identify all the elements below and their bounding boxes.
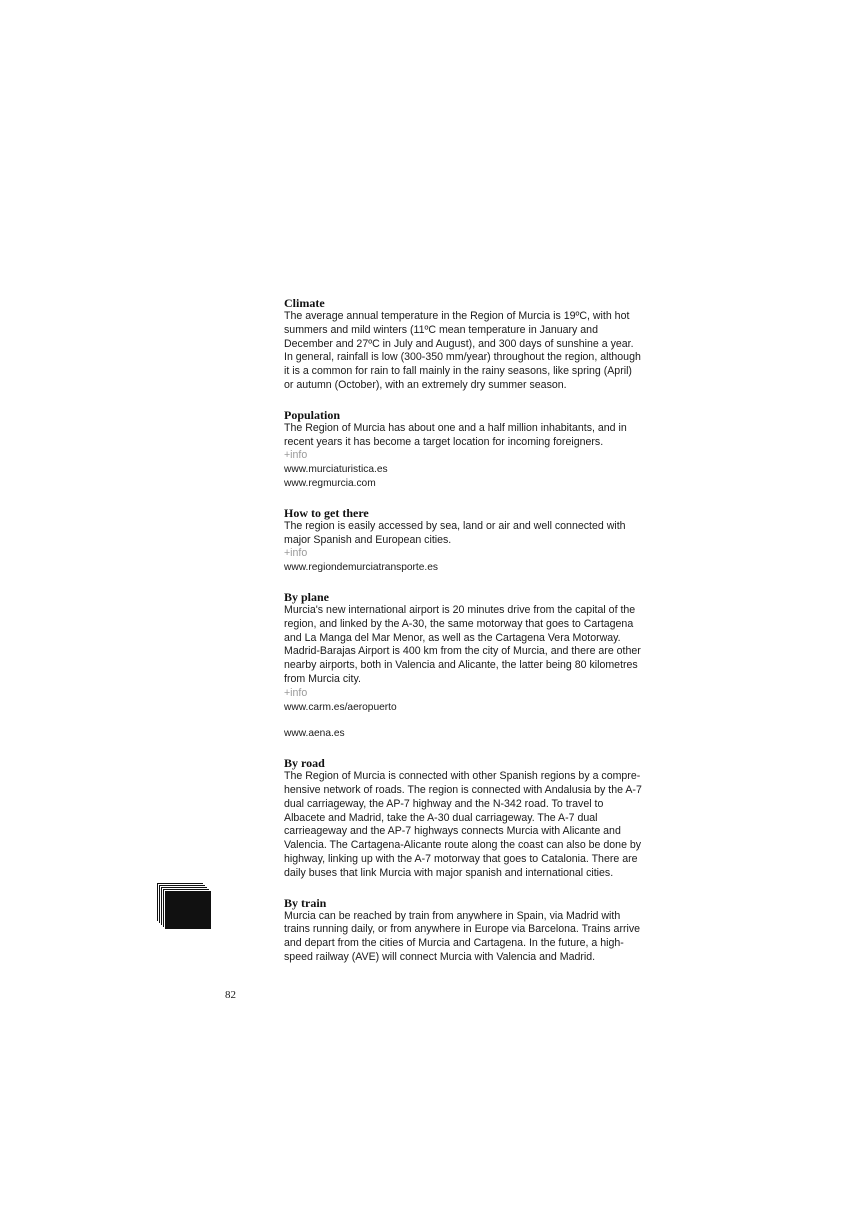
main-content (284, 296, 644, 980)
section-by-train (284, 896, 644, 965)
how-to-get-there-text: The region is easily accessed by sea, land or air and well connected with major Spanish and European cities. (284, 519, 626, 546)
page-number: 82 (225, 989, 236, 1001)
link-regiondemurciatransporte[interactable]: www.regiondemurciatransporte.es (284, 562, 439, 574)
population-heading: Population (284, 407, 341, 422)
by-train-text: Murcia can be reached by train from anywhere in Spain, via Madrid with trains running daily, or from anywhere in Europe via Barcelona. Trains arrive and depart from the cities of Murcia and Cartagena. In the future, a high-speed railway (AVE) will connect Murcia with Valencia and Madrid. (284, 909, 641, 963)
by-road-text: The Region of Murcia is connected with other Spanish regions by a compre-hensive network of roads. The region is connected with Andalusia by the A-7 dual carriageway, the AP-7 highway and the N-342 road. To travel to Albacete and Madrid, take the A-30 dual carriageway. The A-7 dual carrieageway and the AP-7 highways connects Murcia with Alicante and Valencia. The Cartagena-Alicante route along the coast can also be done by highway, linking up with the A-7 motorway that goes to Catalonia. There are daily buses that link Murcia with major spanish and international cities. (284, 770, 642, 879)
link-aena[interactable]: www.aena.es (284, 728, 345, 740)
by-road-heading: By road (284, 756, 325, 771)
by-plane-info-label: +info (284, 686, 308, 699)
stacked-pages-icon (156, 882, 210, 928)
by-plane-heading: By plane (284, 589, 330, 604)
link-murciaturistica[interactable]: www.murciaturistica.es (284, 464, 388, 476)
section-population (284, 408, 644, 491)
stack-sheet (164, 890, 212, 930)
climate-heading: Climate (284, 296, 325, 310)
how-to-get-there-heading: How to get there (284, 505, 369, 520)
population-info-label: +info (284, 449, 308, 462)
how-to-get-there-info-label: +info (284, 547, 308, 560)
by-train-heading: By train (284, 895, 327, 910)
section-by-plane (284, 590, 644, 741)
section-by-road (284, 756, 644, 880)
link-regmurcia[interactable]: www.regmurcia.com (284, 477, 376, 489)
link-carm-aeropuerto[interactable]: www.carm.es/aeropuerto (284, 701, 397, 713)
climate-text: The average annual temperature in the Region of Murcia is 19ºC, with hot summers and mild winters (11ºC mean temperature in January and December and 27ºC in July and August), and 300 days of sunshine a year. In general, rainfall is low (300-350 mm/year) throughout the region, although it is a common for rain to fall mainly in the rainy seasons, like spring (April) or autumn (October), with an extremely dry summer season. (284, 310, 641, 391)
section-how-to-get-there (284, 506, 644, 575)
population-text: The Region of Murcia has about one and a half million inhabitants, and in recent years it has become a target location for incoming foreigners. (284, 421, 627, 448)
section-climate (284, 296, 644, 393)
by-plane-text: Murcia's new international airport is 20 minutes drive from the capital of the region, and linked by the A-30, the same motorway that goes to Cartagena and La Manga del Mar Menor, as well as the Cartagena Vera Motorway. Madrid-Barajas Airport is 400 km from the city of Murcia, and there are other nearby airports, both in Valencia and Alicante, the latter being 80 kilometres from Murcia city. (284, 603, 641, 685)
